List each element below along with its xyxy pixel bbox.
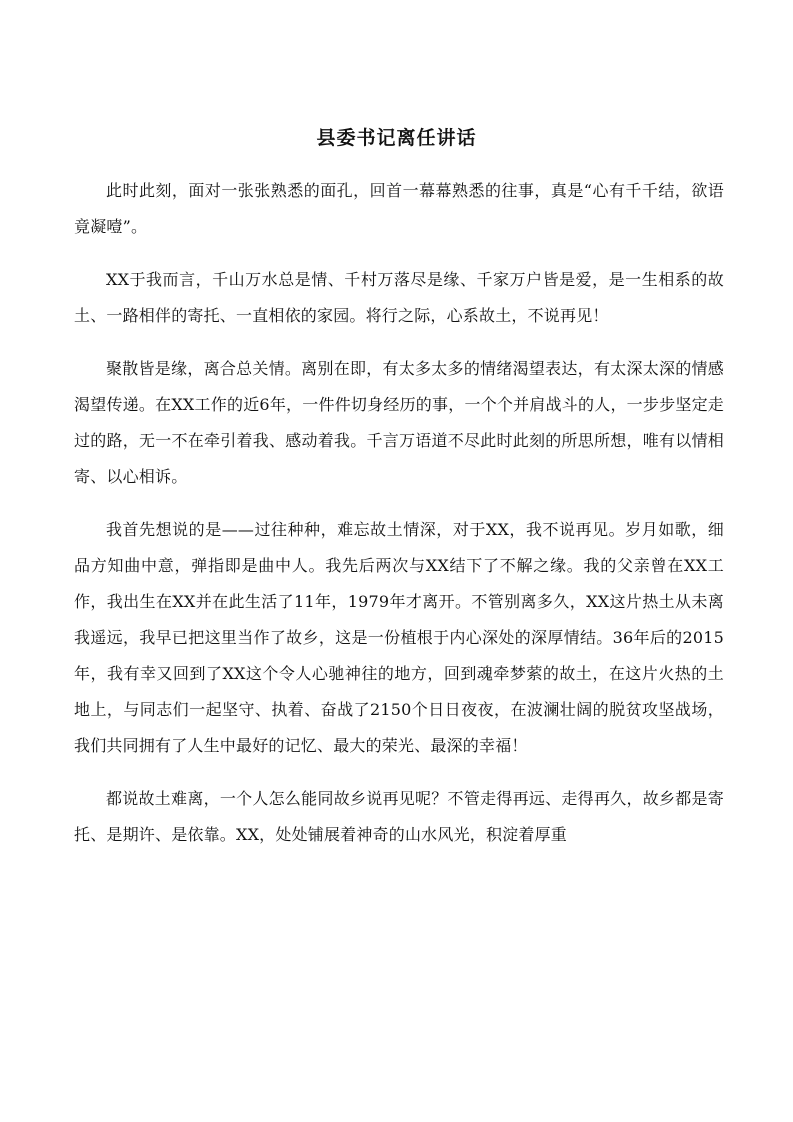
- paragraph: 我首先想说的是——过往种种，难忘故土情深，对于XX，我不说再见。岁月如歌，细品方知曲中意，弹指即是曲中人。我先后两次与XX结下了不解之缘。我的父亲曾在XX工作，我出生在XX并在此生活了11年，1979年才离开。不管别离多久，XX这片热土从未离我遥远，我早已把这里当作了故乡，这是一份植根于内心深处的深厚情结。36年后的2015年，我有幸又回到了XX这个令人心驰神往的地方，回到魂牵梦萦的故土，在这片火热的土地上，与同志们一起坚守、执着、奋战了2150个日日夜夜，在波澜壮阔的脱贫攻坚战场，我们共同拥有了人生中最好的记忆、最大的荣光、最深的幸福！: [74, 520, 724, 755]
- paragraph: 聚散皆是缘，离合总关情。离别在即，有太多太多的情绪渴望表达，有太深太深的情感渴望传递。在XX工作的近6年，一件件切身经历的事，一个个并肩战斗的人，一步步坚定走过的路，无一不在牵引着我、感动着我。千言万语道不尽此时此刻的所思所想，唯有以情相寄、以心相诉。: [74, 359, 724, 486]
- document-body: [74, 173, 724, 870]
- paragraph: 此时此刻，面对一张张熟悉的面孔，回首一幕幕熟悉的往事，真是“心有千千结，欲语竟凝噎”。: [74, 181, 724, 236]
- paragraph: XX于我而言，千山万水总是情、千村万落尽是缘、千家万户皆是爱，是一生相系的故土、一路相伴的寄托、一直相依的家园。将行之际，心系故土，不说再见！: [74, 270, 724, 325]
- document-title: 县委书记离任讲话: [316, 127, 477, 149]
- paragraph: 都说故土难离，一个人怎么能同故乡说再见呢？不管走得再远、走得再久，故乡都是寄托、是期许、是依靠。XX，处处铺展着神奇的山水风光，积淀着厚重: [74, 789, 724, 844]
